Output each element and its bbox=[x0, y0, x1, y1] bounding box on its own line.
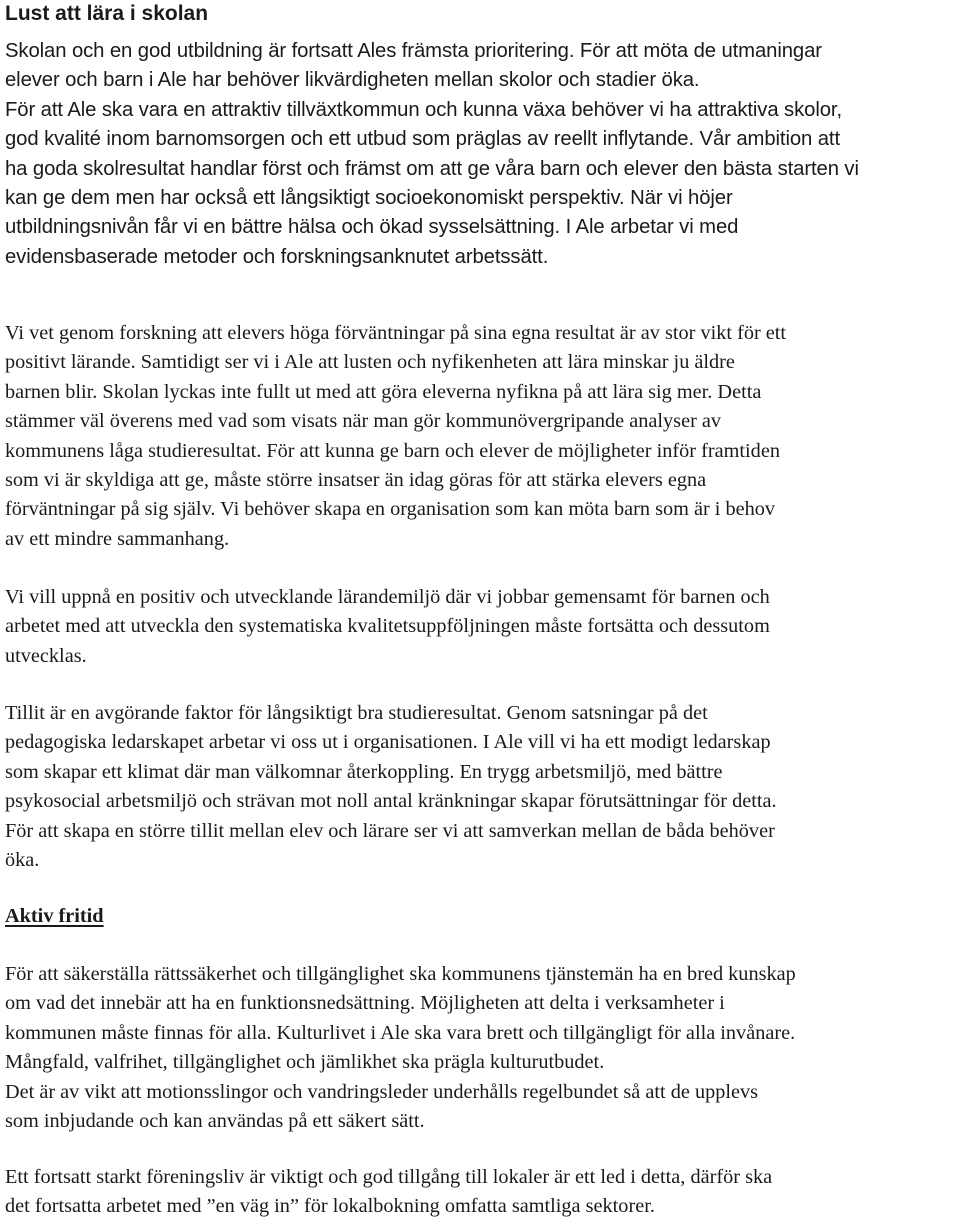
text-line: öka. bbox=[5, 849, 40, 872]
paragraph-trust bbox=[5, 699, 960, 875]
text-line: utvecklas. bbox=[5, 644, 87, 667]
paragraph-associations bbox=[5, 1163, 960, 1222]
paragraph-school-intro bbox=[5, 37, 960, 272]
text-line: arbetet med att utveckla den systematiska kvalitetsuppföljningen måste fortsätta och dessutom bbox=[5, 615, 770, 638]
text-line: ha goda skolresultat handlar först och främst om att ge våra barn och elever den bästa starten vi bbox=[5, 157, 859, 180]
text-line: elever och barn i Ale har behöver likvärdigheten mellan skolor och stadier öka. bbox=[5, 69, 700, 92]
text-line: För att skapa en större tillit mellan elev och lärare ser vi att samverkan mellan de båda behöver bbox=[5, 819, 775, 842]
text-line: god kvalité inom barnomsorgen och ett utbud som präglas av reellt inflytande. Vår ambition att bbox=[5, 128, 840, 151]
text-line: Vi vet genom forskning att elevers höga förväntningar på sina egna resultat är av stor vikt för ett bbox=[5, 322, 787, 344]
text-line: Mångfald, valfrihet, tillgänglighet och jämlikhet ska prägla kulturutbudet. bbox=[5, 1051, 605, 1074]
text-line: Skolan och en god utbildning är fortsatt Ales främsta prioritering. För att möta de utmaningar bbox=[5, 40, 822, 62]
paragraph-learning-environment bbox=[5, 583, 960, 671]
page-title: Lust att lära i skolan bbox=[5, 2, 209, 25]
text-line: evidensbaserade metoder och forskningsanknutet arbetssätt. bbox=[5, 245, 549, 268]
text-line: stämmer väl överens med vad som visats när man gör kommunövergripande analyser av bbox=[5, 410, 722, 433]
text-line: positivt lärande. Samtidigt ser vi i Ale att lusten och nyfikenheten att lära minskar ju äldre bbox=[5, 351, 735, 374]
text-line: För att Ale ska vara en attraktiv tillväxtkommun och kunna växa behöver vi ha attraktiva skolor, bbox=[5, 98, 842, 121]
text-line: Vi vill uppnå en positiv och utvecklande lärandemiljö där vi jobbar gemensamt för barnen och bbox=[5, 586, 770, 608]
text-line: utbildningsnivån får vi en bättre hälsa och ökad sysselsättning. I Ale arbetar vi med bbox=[5, 216, 739, 239]
text-line: barnen blir. Skolan lyckas inte fullt ut med att göra eleverna nyfikna på att lära sig mer. Detta bbox=[5, 380, 762, 403]
text-line: förväntningar på sig själv. Vi behöver skapa en organisation som kan möta barn som är i behov bbox=[5, 498, 776, 521]
text-line: som skapar ett klimat där man välkomnar återkoppling. En trygg arbetsmiljö, med bättre bbox=[5, 760, 723, 783]
text-line: Ett fortsatt starkt föreningsliv är viktigt och god tillgång till lokaler är ett led i detta, därför ska bbox=[5, 1166, 773, 1188]
paragraph-accessibility bbox=[5, 960, 960, 1136]
section-heading: Aktiv fritid bbox=[5, 905, 104, 927]
text-line: Det är av vikt att motionsslingor och vandringsleder underhålls regelbundet så att de upplevs bbox=[5, 1080, 759, 1103]
text-line: kan ge dem men har också ett långsiktigt socioekonomiskt perspektiv. När vi höjer bbox=[5, 187, 733, 210]
paragraph-expectations bbox=[5, 319, 960, 554]
text-line: Tillit är en avgörande faktor för långsiktigt bra studieresultat. Genom satsningar på det bbox=[5, 702, 708, 724]
text-line: psykosocial arbetsmiljö och strävan mot noll antal kränkningar skapar förutsättningar för detta. bbox=[5, 790, 777, 813]
text-line: För att säkerställa rättssäkerhet och tillgänglighet ska kommunens tjänstemän ha en bred kunskap bbox=[5, 963, 796, 985]
text-line: om vad det innebär att ha en funktionsnedsättning. Möjligheten att delta i verksamheter i bbox=[5, 992, 725, 1015]
text-line: pedagogiska ledarskapet arbetar vi oss ut i organisationen. I Ale vill vi ha ett modigt ledarskap bbox=[5, 731, 771, 754]
text-line: som vi är skyldiga att ge, måste större insatser än idag göras för att stärka elevers egna bbox=[5, 469, 707, 492]
text-line: som inbjudande och kan användas på ett säkert sätt. bbox=[5, 1110, 425, 1133]
text-line: kommunen måste finnas för alla. Kulturlivet i Ale ska vara brett och tillgängligt för alla invånare. bbox=[5, 1021, 796, 1044]
text-line: av ett mindre sammanhang. bbox=[5, 527, 230, 550]
text-line: det fortsatta arbetet med ”en väg in” för lokalbokning omfatta samtliga sektorer. bbox=[5, 1195, 655, 1218]
text-line: kommunens låga studieresultat. För att kunna ge barn och elever de möjligheter inför framtiden bbox=[5, 439, 780, 462]
